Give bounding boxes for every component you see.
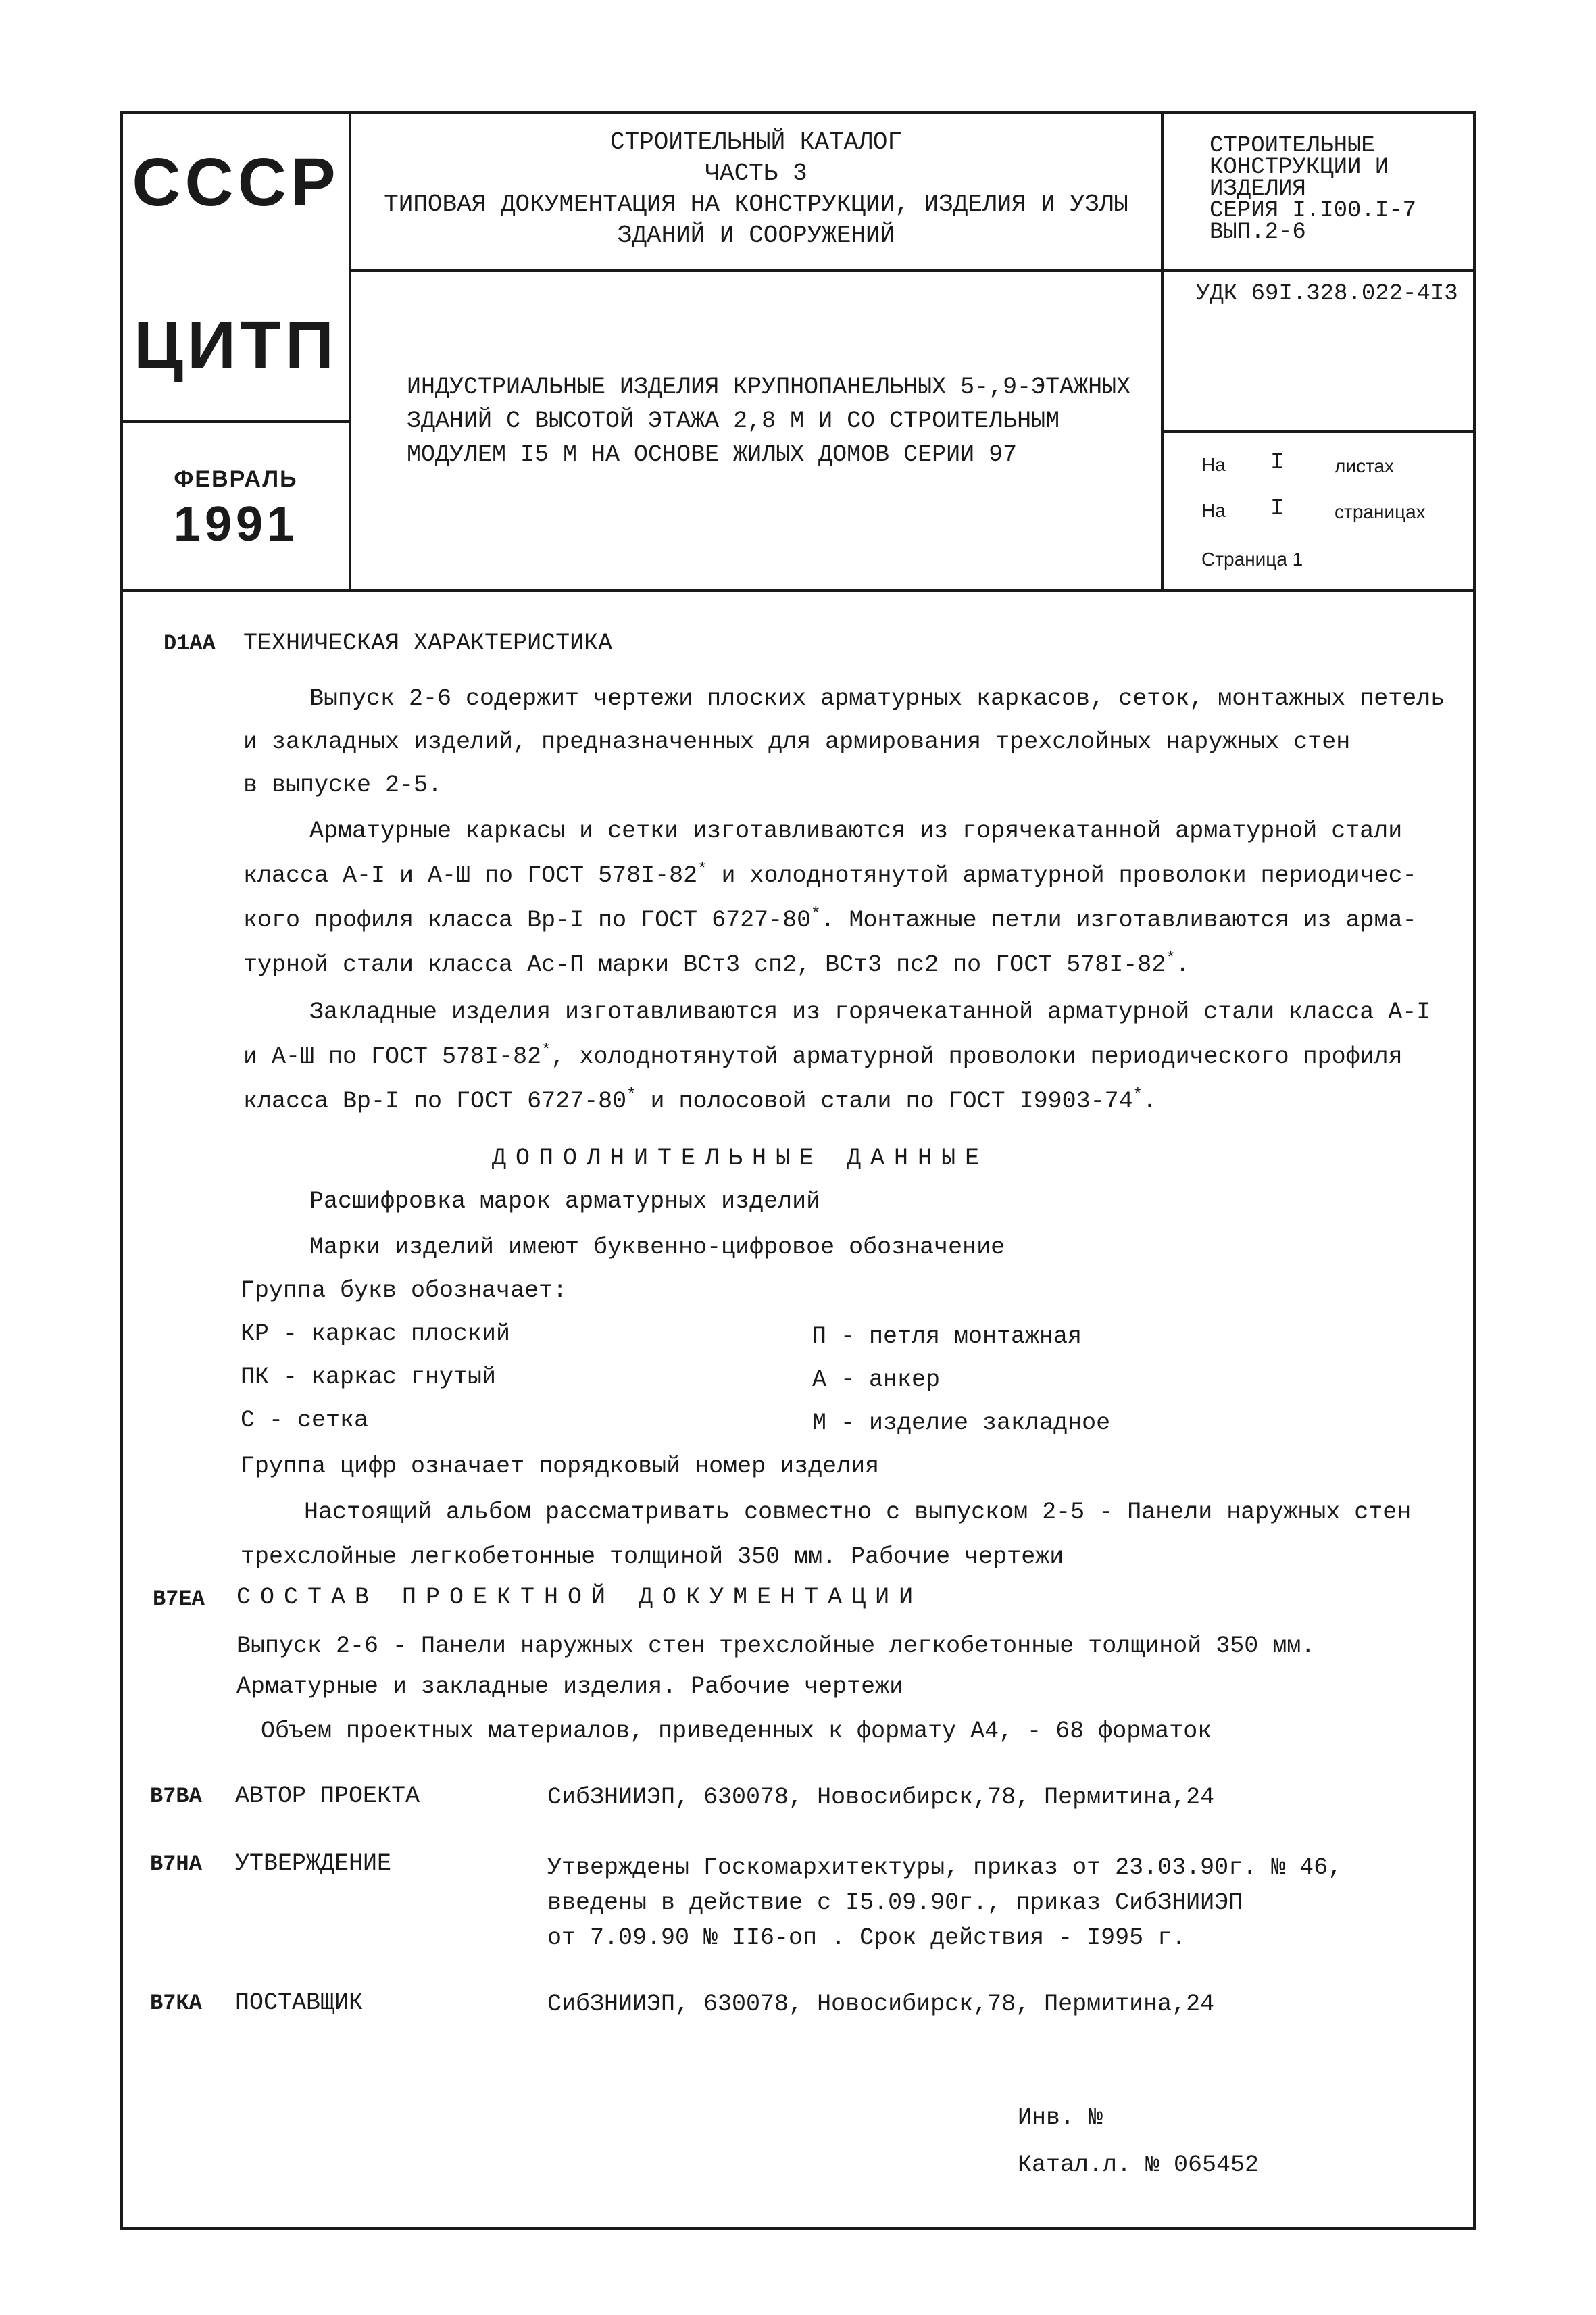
text: и А-Ш по ГОСТ 578I-82 [243,1043,542,1070]
udk-code: УДК 69I.328.022-4I3 [1196,281,1458,307]
paragraph-line [243,951,1190,978]
supplier-value: СибЗНИИЭП, 630078, Новосибирск,78, Пермитина,24 [547,1991,1215,2018]
paragraph-line [243,1088,1157,1115]
document-title [407,370,1130,472]
divider-left-mid [120,420,350,423]
inventory-number: Инв. № [1018,2104,1103,2131]
sheets-value: I [1270,450,1285,476]
divider-right-column [1161,111,1164,592]
text: , холоднотянутой арматурной проволоки периодического профиля [551,1043,1403,1070]
paragraph-line: и закладных изделий, предназначенных для армирования трехслойных наружных стен [243,728,1351,755]
author-value: СибЗНИИЭП, 630078, Новосибирск,78, Пермитина,24 [547,1784,1215,1811]
approval-line: от 7.09.90 № II6-оп . Срок действия - I995 г. [547,1924,1187,1951]
mark-right: М - изделие закладное [812,1410,1111,1437]
section-code: D1АА [164,631,216,656]
section-title: СОСТАВ ПРОЕКТНОЙ ДОКУМЕНТАЦИИ [236,1584,923,1611]
extra-line: Группа букв обозначает: [241,1277,568,1304]
date-year: 1991 [173,497,299,551]
paragraph-line [243,862,1417,889]
mark-left: С - сетка [241,1407,369,1434]
series-line: СТРОИТЕЛЬНЫЕ [1210,133,1375,159]
paragraph-line: Выпуск 2-6 содержит чертежи плоских арматурных каркасов, сеток, монтажных петель [309,685,1445,712]
date-month: ФЕВРАЛЬ [174,466,298,492]
divider-right-mid [1161,430,1476,433]
section-title: ТЕХНИЧЕСКАЯ ХАРАКТЕРИСТИКА [243,630,613,657]
approval-line: Утверждены Госкомархитектуры, приказ от 23.03.90г. № 46, [547,1854,1343,1881]
paragraph-line: в выпуске 2-5. [243,772,443,799]
org-center: ЦИТП [134,307,338,383]
document-title-line: ЗДАНИЙ С ВЫСОТОЙ ЭТАЖА 2,8 М И СО СТРОИТЕЛЬНЫМ [407,407,1060,434]
paragraph-line [243,907,1417,934]
supplier-label: ПОСТАВЩИК [235,1989,364,2016]
star: * [811,905,821,924]
text: кого профиля класса Вр-I по ГОСТ 6727-80 [243,907,812,934]
extra-line: Расшифровка марок арматурных изделий [309,1188,821,1215]
supplier-code: В7КА [150,1991,202,2016]
divider-header-top [349,269,1476,272]
text: класса А-I и А-Ш по ГОСТ 578I-82 [243,862,698,889]
text: турной стали класса Ас-П марки ВСт3 сп2, ВСт3 пс2 по ГОСТ 578I-82 [243,951,1166,978]
series-line: СЕРИЯ I.I00.I-7 [1210,198,1417,224]
divider-header-bottom [120,589,1476,592]
composition-line: Выпуск 2-6 - Панели наружных стен трехслойные легкобетонные толщиной 350 мм. [236,1633,1316,1660]
star: * [1132,1086,1143,1105]
paragraph-line: Арматурные каркасы и сетки изготавливаются из горячекатанной арматурной стали [309,818,1403,845]
sheets-prefix: На [1201,454,1226,475]
series-info [1210,135,1416,243]
sheets-unit: листах [1335,455,1395,476]
catalog-line: ЗДАНИЙ И СООРУЖЕНИЙ [617,222,895,249]
approval-line: введены в действие с I5.09.90г., приказ СибЗНИИЭП [547,1889,1243,1916]
pages-prefix: На [1201,500,1226,521]
paragraph-line [243,1043,1403,1070]
author-code: В7ВА [150,1784,202,1809]
mark-right: П - петля монтажная [812,1323,1082,1350]
pages-unit: страницах [1335,501,1426,522]
document-title-line: ИНДУСТРИАЛЬНЫЕ ИЗДЕЛИЯ КРУПНОПАНЕЛЬНЫХ 5-,9-ЭТАЖНЫХ [407,374,1131,401]
author-label: АВТОР ПРОЕКТА [235,1783,420,1810]
extra-line: Настоящий альбом рассматривать совместно с выпуском 2-5 - Панели наружных стен [304,1499,1412,1526]
extra-line: трехслойные легкобетонные толщиной 350 мм. Рабочие чертежи [241,1543,1064,1570]
text: . [1143,1088,1157,1115]
star: * [541,1041,551,1060]
mark-right: А - анкер [812,1366,941,1393]
series-line: КОНСТРУКЦИИ И [1210,155,1389,180]
approval-label: УТВЕРЖДЕНИЕ [235,1850,392,1877]
composition-line: Объем проектных материалов, приведенных к формату А4, - 68 форматок [261,1718,1212,1745]
text: и полосовой стали по ГОСТ I9903-74 [636,1088,1133,1115]
page-number: Страница 1 [1201,549,1303,570]
mark-left: ПК - каркас гнутый [241,1364,497,1391]
section-code: В7ЕА [153,1587,205,1612]
paragraph-line: Закладные изделия изготавливаются из горячекатанной арматурной стали класса А-I [309,999,1431,1026]
catalog-sheet-number: Катал.л. № 065452 [1018,2151,1260,2179]
series-line: ВЫП.2-6 [1210,220,1306,245]
catalog-title [351,127,1161,251]
text: и холоднотянутой арматурной проволоки периодичес- [707,862,1417,889]
approval-text [547,1850,1342,1956]
extra-line: Марки изделий имеют буквенно-цифровое обозначение [309,1234,1005,1261]
series-line: ИЗДЕЛИЯ [1210,176,1306,202]
mark-left: КР - каркас плоский [241,1320,511,1347]
org-country: СССР [132,145,340,220]
star: * [626,1086,637,1105]
extra-line: Группа цифр означает порядковый номер изделия [241,1453,880,1480]
pages-value: I [1270,496,1285,522]
text: . [1175,951,1190,978]
extra-data-heading: ДОПОЛНИТЕЛЬНЫЕ ДАННЫЕ [492,1145,989,1172]
document-title-line: МОДУЛЕМ I5 М НА ОСНОВЕ ЖИЛЫХ ДОМОВ СЕРИИ 97 [407,441,1018,468]
text: класса Вр-I по ГОСТ 6727-80 [243,1088,627,1115]
text: . Монтажные петли изготавливаются из арма- [820,907,1417,934]
star: * [1166,949,1176,968]
star: * [697,860,707,879]
catalog-line: СТРОИТЕЛЬНЫЙ КАТАЛОГ [609,128,903,156]
composition-line: Арматурные и закладные изделия. Рабочие чертежи [236,1673,904,1700]
approval-code: В7НА [150,1851,202,1876]
catalog-line: ЧАСТЬ 3 [705,159,807,187]
catalog-line: ТИПОВАЯ ДОКУМЕНТАЦИЯ НА КОНСТРУКЦИИ, ИЗДЕЛИЯ И УЗЛЫ [384,191,1128,218]
